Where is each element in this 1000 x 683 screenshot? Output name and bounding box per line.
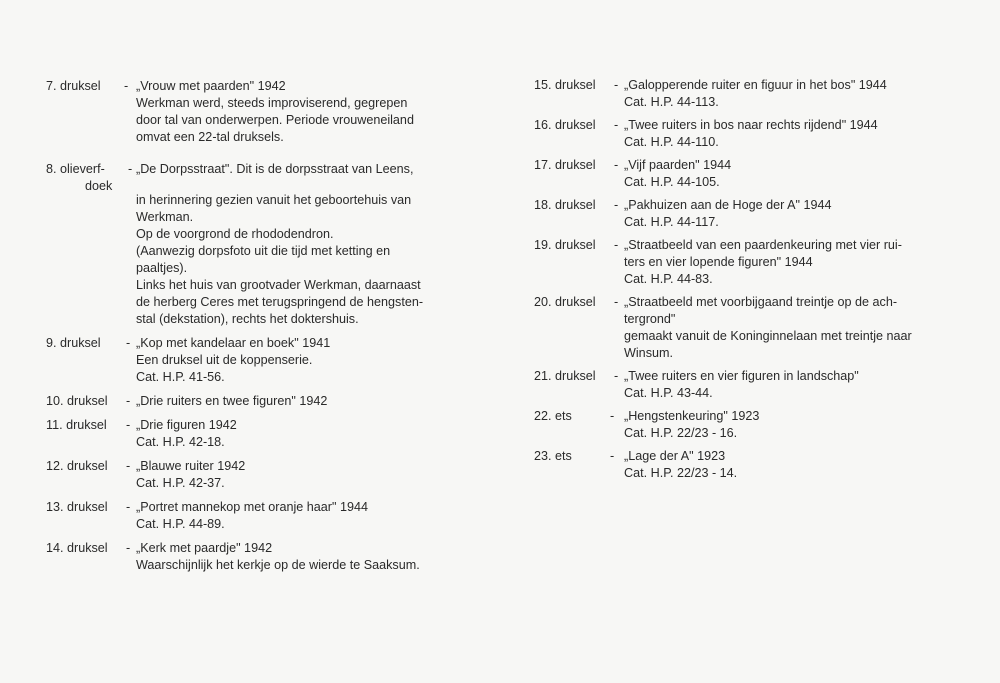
- entry-number: 15. druksel: [534, 78, 596, 92]
- entry-text: [136, 458, 466, 492]
- entry-line: „Kop met kandelaar en boek" 1941: [136, 336, 331, 350]
- entry-line: „Drie ruiters en twee figuren" 1942: [136, 394, 328, 408]
- entry-line: de herberg Ceres met terugspringend de hengsten-: [136, 295, 424, 309]
- entry-dash: -: [126, 418, 131, 432]
- entry-dash: -: [614, 295, 619, 309]
- entry-9: [46, 335, 466, 386]
- entry-number: 22. ets: [534, 409, 572, 423]
- entry-dash: -: [126, 541, 131, 555]
- entry-line: Werkman.: [136, 210, 194, 224]
- entry-19: [534, 237, 954, 288]
- entry-dash: -: [126, 500, 131, 514]
- entry-text: [624, 77, 954, 111]
- entry-dash: -: [128, 162, 133, 176]
- entry-line: „Straatbeeld met voorbijgaand treintje op de ach-: [624, 295, 898, 309]
- entry-number: 14. druksel: [46, 541, 108, 555]
- entry-line: Links het huis van grootvader Werkman, daarnaast: [136, 278, 421, 292]
- entry-number: 17. druksel: [534, 158, 596, 172]
- entry-number: 19. druksel: [534, 238, 596, 252]
- entry-number: 13. druksel: [46, 500, 108, 514]
- entry-number: 9. druksel: [46, 336, 101, 350]
- entry-line: omvat een 22-tal druksels.: [136, 130, 284, 144]
- entry-text: [136, 393, 466, 410]
- entry-14: [46, 540, 466, 574]
- entry-line: Een druksel uit de koppenserie.: [136, 353, 313, 367]
- entry-20: [534, 294, 954, 362]
- entry-line: (Aanwezig dorpsfoto uit die tijd met ketting en: [136, 244, 391, 258]
- entry-text: [624, 294, 954, 362]
- entry-line: Waarschijnlijk het kerkje op de wierde te Saaksum.: [136, 558, 420, 572]
- entry-line: Cat. H.P. 44-89.: [136, 517, 225, 531]
- entry-7: [46, 78, 466, 146]
- entry-dash: -: [614, 369, 619, 383]
- entry-line: door tal van onderwerpen. Periode vrouweneiland: [136, 113, 414, 127]
- entry-text: [624, 408, 954, 442]
- entry-number: 11. druksel: [46, 418, 107, 432]
- entry-line: „Kerk met paardje" 1942: [136, 541, 273, 555]
- entry-number: 7. druksel: [46, 79, 101, 93]
- entry-line: Cat. H.P. 22/23 - 16.: [624, 426, 738, 440]
- entry-text: [624, 157, 954, 191]
- entry-line: Cat. H.P. 44-113.: [624, 95, 719, 109]
- entry-text: [624, 117, 954, 151]
- entry-number: 16. druksel: [534, 118, 596, 132]
- entry-10: [46, 393, 466, 410]
- entry-line: in herinnering gezien vanuit het geboortehuis van: [136, 193, 412, 207]
- entry-11: [46, 417, 466, 451]
- entry-line: „Pakhuizen aan de Hoge der A" 1944: [624, 198, 832, 212]
- entry-text: [136, 335, 466, 386]
- entry-dash: -: [614, 238, 619, 252]
- entry-dash: -: [614, 118, 619, 132]
- entry-line: tergrond": [624, 312, 676, 326]
- entry-line: Op de voorgrond de rhododendron.: [136, 227, 334, 241]
- entry-line: Cat. H.P. 44-83.: [624, 272, 713, 286]
- entry-line: [136, 178, 466, 192]
- entry-line: Cat. H.P. 44-105.: [624, 175, 720, 189]
- entry-line: gemaakt vanuit de Koninginnelaan met treintje naar: [624, 329, 912, 343]
- entry-number: [46, 161, 112, 195]
- entry-number: 18. druksel: [534, 198, 596, 212]
- entry-text: [136, 540, 466, 574]
- entry-dash: -: [126, 394, 131, 408]
- entry-line: Cat. H.P. 42-18.: [136, 435, 225, 449]
- entry-line: Winsum.: [624, 346, 673, 360]
- entry-line: „Portret mannekop met oranje haar" 1944: [136, 500, 368, 514]
- entry-text: [624, 368, 954, 402]
- entry-number: 10. druksel: [46, 394, 108, 408]
- entry-line: Cat. H.P. 44-117.: [624, 215, 719, 229]
- entry-number: 20. druksel: [534, 295, 596, 309]
- right-column: [534, 77, 954, 482]
- entry-15: [534, 77, 954, 111]
- entry-line: Cat. H.P. 41-56.: [136, 370, 225, 384]
- entry-dash: -: [126, 459, 131, 473]
- entry-text: [624, 197, 954, 231]
- entry-text: [136, 78, 466, 146]
- entry-line: stal (dekstation), rechts het doktershuis.: [136, 312, 359, 326]
- entry-line: Cat. H.P. 22/23 - 14.: [624, 466, 738, 480]
- entry-line: „Vijf paarden" 1944: [624, 158, 732, 172]
- entry-number: 12. druksel: [46, 459, 108, 473]
- entry-line: „Galopperende ruiter en figuur in het bos" 1944: [624, 78, 887, 92]
- entry-line: ters en vier lopende figuren" 1944: [624, 255, 813, 269]
- entry-8: [46, 161, 466, 328]
- entry-line: „De Dorpsstraat". Dit is de dorpsstraat van Leens,: [136, 162, 414, 176]
- entry-23: [534, 448, 954, 482]
- entry-dash: -: [614, 198, 619, 212]
- entry-line: Cat. H.P. 44-110.: [624, 135, 719, 149]
- entry-line: Werkman werd, steeds improviserend, gegrepen: [136, 96, 408, 110]
- left-column: [46, 78, 466, 574]
- entry-dash: -: [610, 449, 615, 463]
- entry-text: [136, 417, 466, 451]
- entry-line: „Blauwe ruiter 1942: [136, 459, 246, 473]
- entry-number: 23. ets: [534, 449, 572, 463]
- entry-text: [624, 237, 954, 288]
- entry-dash: -: [614, 158, 619, 172]
- entry-17: [534, 157, 954, 191]
- entry-line: Cat. H.P. 43-44.: [624, 386, 713, 400]
- entry-line: „Vrouw met paarden" 1942: [136, 79, 286, 93]
- entry-number: 21. druksel: [534, 369, 596, 383]
- entry-line: „Straatbeeld van een paardenkeuring met vier rui-: [624, 238, 902, 252]
- entry-text: [136, 499, 466, 533]
- entry-line: „Lage der A" 1923: [624, 449, 726, 463]
- entry-16: [534, 117, 954, 151]
- entry-number-continuation: doek: [85, 179, 113, 193]
- entry-dash: -: [124, 79, 129, 93]
- entry-21: [534, 368, 954, 402]
- entry-line: Cat. H.P. 42-37.: [136, 476, 225, 490]
- entry-dash: -: [126, 336, 131, 350]
- entry-line: „Drie figuren 1942: [136, 418, 237, 432]
- entry-line: „Twee ruiters in bos naar rechts rijdend" 1944: [624, 118, 878, 132]
- entry-13: [46, 499, 466, 533]
- entry-text: [624, 448, 954, 482]
- entry-line: „Hengstenkeuring" 1923: [624, 409, 760, 423]
- entry-line: paaltjes).: [136, 261, 188, 275]
- entry-dash: -: [610, 409, 615, 423]
- entry-22: [534, 408, 954, 442]
- entry-18: [534, 197, 954, 231]
- entry-text: [136, 161, 466, 328]
- entry-12: [46, 458, 466, 492]
- entry-number-line: 8. olieverf-: [46, 162, 105, 176]
- entry-line: „Twee ruiters en vier figuren in landschap": [624, 369, 859, 383]
- entry-dash: -: [614, 78, 619, 92]
